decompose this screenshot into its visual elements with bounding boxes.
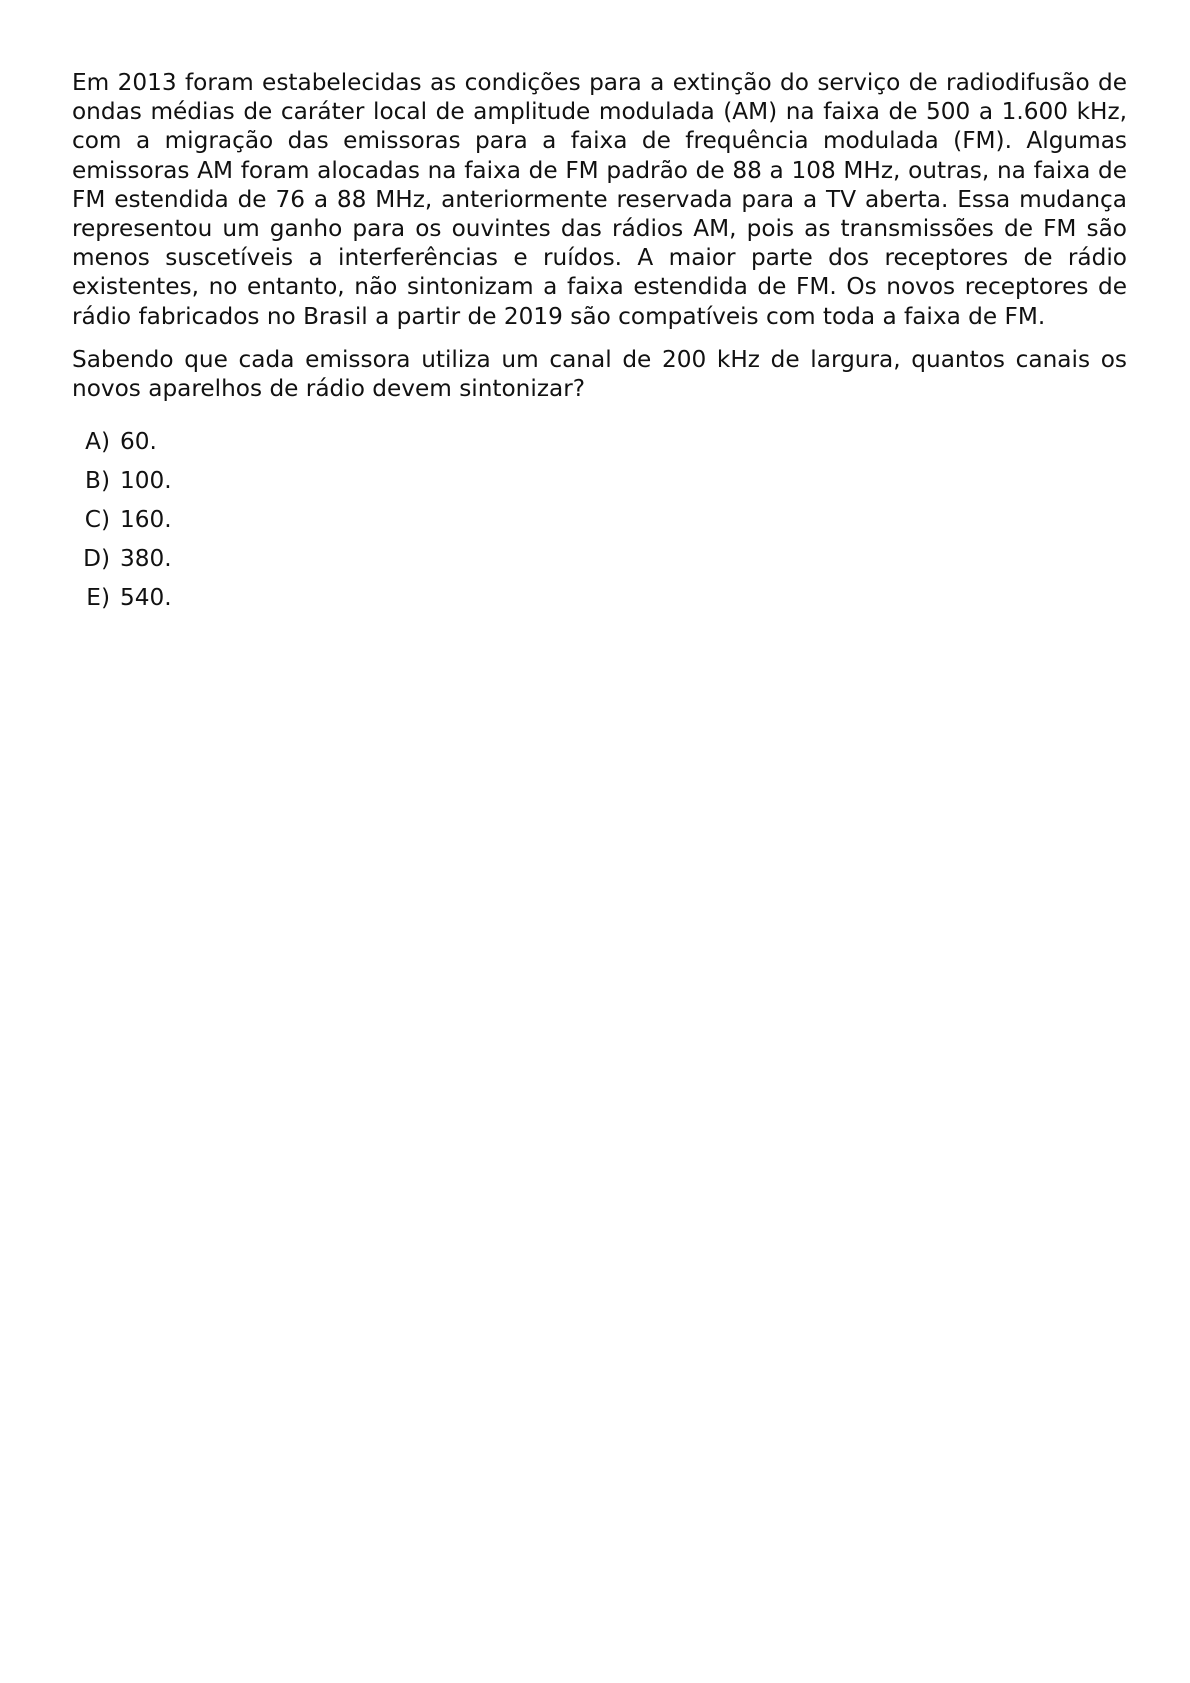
option-letter: C) — [84, 506, 110, 534]
option-letter: A) — [85, 428, 110, 456]
option-d[interactable] — [72, 544, 1127, 583]
option-a[interactable] — [72, 427, 1127, 466]
option-letter: B) — [85, 467, 110, 495]
option-text: 60. — [120, 428, 157, 456]
answer-options — [72, 427, 1127, 622]
option-e[interactable] — [72, 583, 1127, 622]
option-text: 100. — [120, 467, 172, 495]
option-text: 540. — [120, 584, 172, 612]
option-b[interactable] — [72, 466, 1127, 505]
option-text: 380. — [120, 545, 172, 573]
option-letter: D) — [83, 545, 110, 573]
context-paragraph: Em 2013 foram estabelecidas as condições para a extinção do serviço de radiodifusão de ondas médias de caráter local de amplitude modulada (AM) na faixa de 500 a 1.600 kHz, com a migração das emissoras para a faixa de frequência modulada (FM). Algumas emissoras AM foram alocadas na faixa de FM padrão de 88 a 108 MHz, outras, na faixa de FM estendida de 76 a 88 MHz, anteriormente reservada para a TV aberta. Essa mudança representou um ganho para os ouvintes das rádios AM, pois as transmissões de FM são menos suscetíveis a interferências e ruídos. A maior parte dos receptores de rádio existentes, no entanto, não sintonizam a faixa estendida de FM. Os novos receptores de rádio fabricados no Brasil a partir de 2019 são compatíveis com toda a faixa de FM. — [72, 69, 1127, 330]
question-page — [72, 68, 1127, 622]
option-letter: E) — [86, 584, 110, 612]
question-prompt: Sabendo que cada emissora utiliza um canal de 200 kHz de largura, quantos canais os novos aparelhos de rádio devem sintonizar? — [72, 345, 1127, 403]
option-text: 160. — [120, 506, 172, 534]
option-c[interactable] — [72, 505, 1127, 544]
